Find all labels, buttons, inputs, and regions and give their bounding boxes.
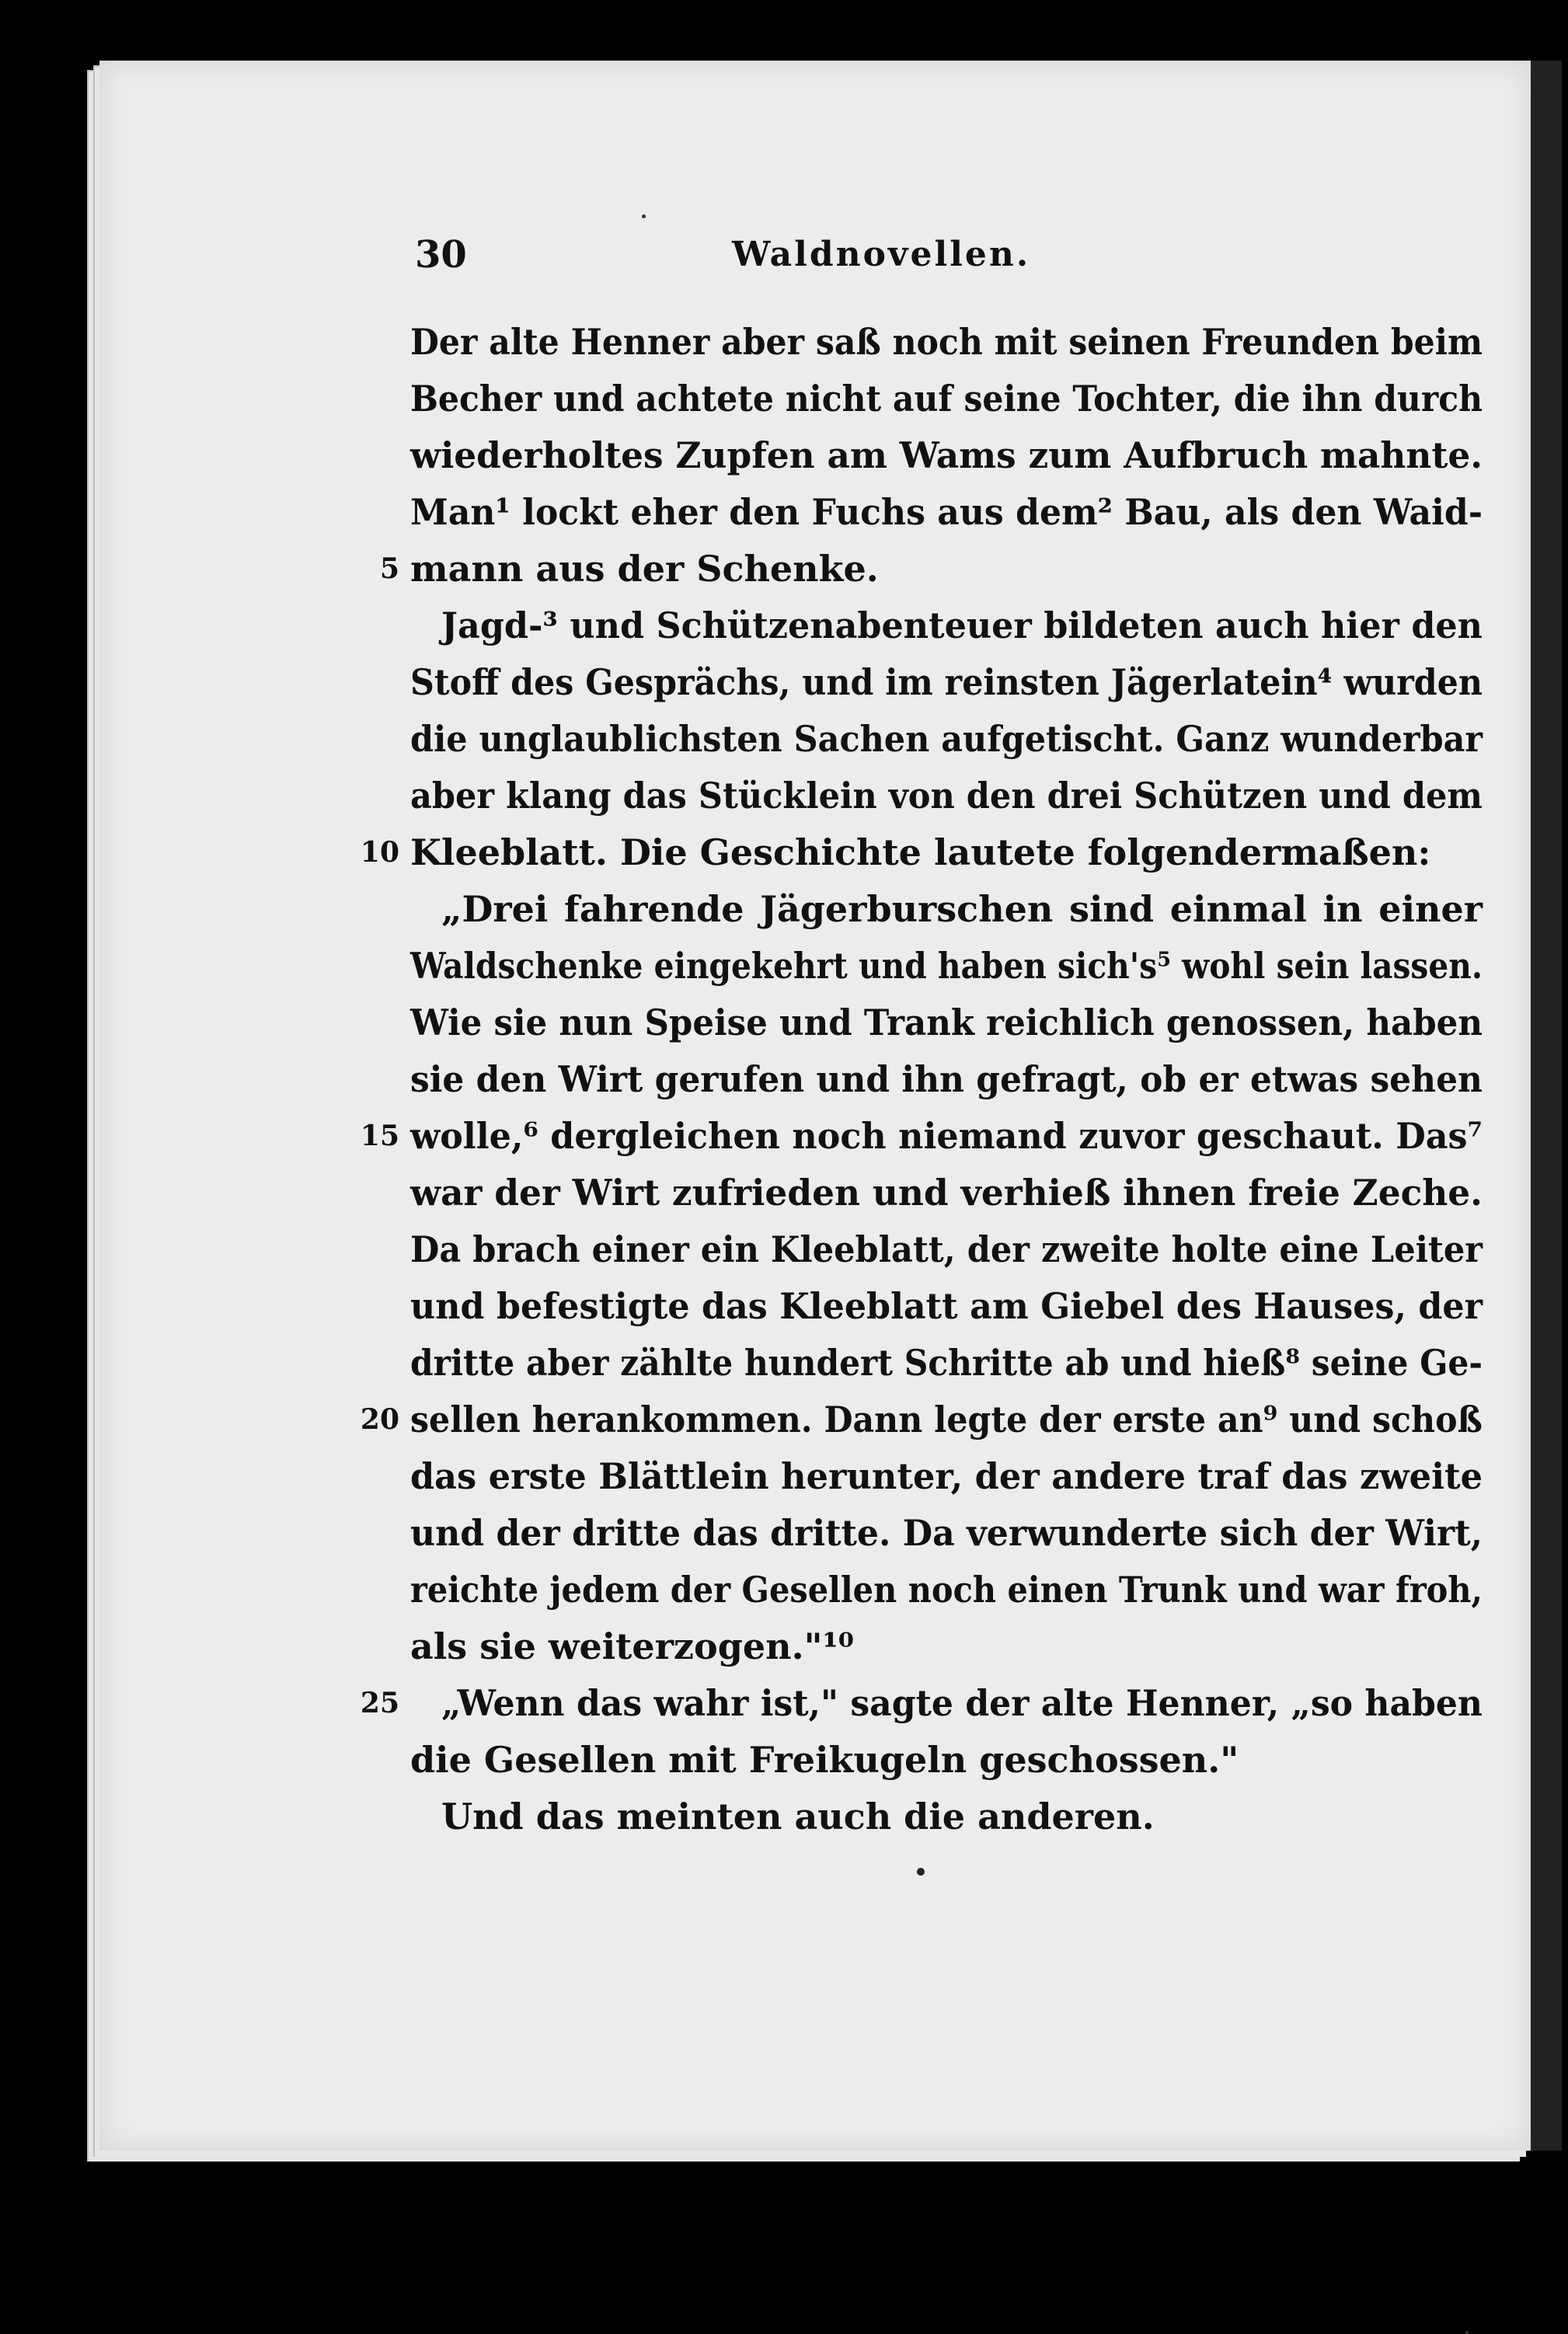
line-number: 10 xyxy=(360,836,399,869)
scan-speck xyxy=(642,214,646,218)
line-text: Jagd-³ und Schützenabenteuer bildeten auch hier den xyxy=(441,604,1483,646)
text-line xyxy=(441,602,1514,649)
line-text: Und das meinten auch die anderen. xyxy=(441,1796,1155,1838)
line-text: die unglaublichsten Sachen aufgetischt. Ganz wunderbar xyxy=(410,718,1483,760)
line-text: aber klang das Stücklein von den drei Schützen und dem xyxy=(410,775,1483,817)
line-number: 20 xyxy=(360,1403,399,1436)
text-line xyxy=(410,659,1483,705)
text-line xyxy=(410,489,1483,535)
line-number: 15 xyxy=(360,1120,399,1152)
text-line xyxy=(410,1510,1483,1556)
line-number: 25 xyxy=(360,1687,399,1719)
text-line xyxy=(360,829,1483,876)
text-line xyxy=(410,999,1483,1046)
text-line xyxy=(410,716,1483,762)
line-text: Becher und achtete nicht auf seine Tochter, die ihn durch xyxy=(410,378,1483,420)
line-text: wolle,⁶ dergleichen noch niemand zuvor geschaut. Das⁷ xyxy=(410,1115,1483,1157)
text-line xyxy=(360,1396,1483,1443)
line-text: dritte aber zählte hundert Schritte ab und hieß⁸ seine Ge- xyxy=(410,1342,1483,1384)
line-text: Da brach einer ein Kleeblatt, der zweite holte eine Leiter xyxy=(410,1228,1483,1270)
line-text: sellen herankommen. Dann legte der erste an⁹ und schoß xyxy=(410,1399,1483,1440)
text-line xyxy=(410,1453,1483,1500)
line-text: „Wenn das wahr ist," sagte der alte Henner, „so haben xyxy=(441,1682,1483,1724)
line-text: reichte jedem der Gesellen noch einen Trunk und war froh, xyxy=(410,1569,1483,1611)
text-line xyxy=(410,1056,1483,1103)
line-text: mann aus der Schenke. xyxy=(410,548,879,590)
line-text: als sie weiterzogen."¹⁰ xyxy=(410,1625,854,1667)
binding-gutter xyxy=(1531,61,1562,2151)
line-text: die Gesellen mit Freikugeln geschossen." xyxy=(410,1739,1239,1781)
running-title: Waldnovellen. xyxy=(732,235,1031,274)
line-text: Waldschenke eingekehrt und haben sich's⁵ wohl sein lassen. xyxy=(410,945,1483,987)
line-text: sie den Wirt gerufen und ihn gefragt, ob er etwas sehen xyxy=(410,1058,1483,1100)
line-text: Der alte Henner aber saß noch mit seinen Freunden beim xyxy=(410,321,1483,363)
line-text: das erste Blättlein herunter, der andere traf das zweite xyxy=(410,1455,1483,1497)
line-text: Wie sie nun Speise und Trank reichlich genossen, haben xyxy=(410,1002,1483,1043)
page-number: 30 xyxy=(415,233,467,277)
text-line xyxy=(410,1283,1483,1329)
text-line xyxy=(410,942,1483,989)
text-line xyxy=(360,1680,1514,1726)
line-text: war der Wirt zufrieden und verhieß ihnen freie Zeche. xyxy=(410,1172,1483,1214)
scan-speck xyxy=(1465,2331,1469,2334)
page-header xyxy=(415,233,1145,280)
line-number: 5 xyxy=(379,552,399,585)
text-line xyxy=(410,432,1483,479)
text-line xyxy=(441,886,1514,932)
line-text: Man¹ lockt eher den Fuchs aus dem² Bau, als den Waid- xyxy=(410,491,1483,533)
text-line xyxy=(410,1737,1483,1783)
text-line xyxy=(360,1113,1483,1159)
line-text: „Drei fahrende Jägerburschen sind einmal in einer xyxy=(441,888,1483,930)
end-ornament xyxy=(917,1868,925,1876)
text-line xyxy=(410,772,1483,819)
text-line xyxy=(410,1339,1483,1386)
text-line xyxy=(410,1226,1483,1273)
line-text: wiederholtes Zupfen am Wams zum Aufbruch mahnte. xyxy=(410,434,1483,476)
line-text: und der dritte das dritte. Da verwunderte sich der Wirt, xyxy=(410,1512,1483,1554)
text-line xyxy=(410,375,1483,422)
line-text: Stoff des Gesprächs, und im reinsten Jägerlatein⁴ wurden xyxy=(410,661,1483,703)
line-text: und befestigte das Kleeblatt am Giebel des Hauses, der xyxy=(410,1285,1483,1327)
text-line xyxy=(410,1623,1483,1670)
text-line xyxy=(410,319,1483,365)
text-line xyxy=(379,545,1483,592)
line-text: Kleeblatt. Die Geschichte lautete folgendermaßen: xyxy=(410,831,1431,873)
text-line xyxy=(441,1793,1514,1840)
text-line xyxy=(410,1566,1483,1613)
text-line xyxy=(410,1169,1483,1216)
